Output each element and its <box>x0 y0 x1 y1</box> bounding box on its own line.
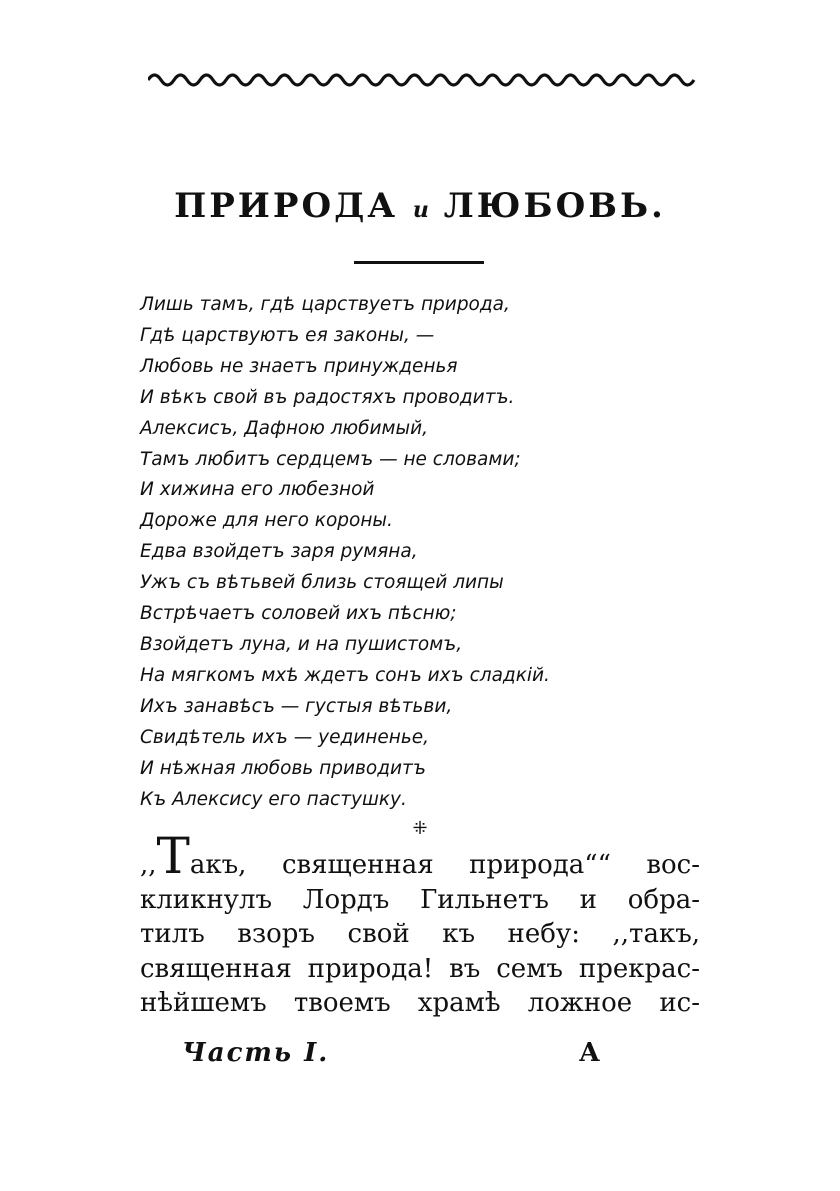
prose-line: нѣйшемъ твоемъ храмѣ ложное ис- <box>140 988 700 1018</box>
poem-line: Лишь тамъ, гдѣ царствуетъ природа, <box>140 294 510 315</box>
poem-line: И вѣкъ свой въ радостяхъ проводитъ. <box>140 386 515 408</box>
prose-line <box>140 827 700 885</box>
title-underline-rule <box>354 261 484 264</box>
poem-line: Любовь не знаетъ принужденья <box>140 355 458 377</box>
poem-line: Алексисъ, Дафною любимый, <box>140 417 429 439</box>
poem-line: Ихъ занавѣсъ — густыя вѣтьви, <box>140 695 453 717</box>
poem-line: Взойдетъ луна, и на пушистомъ, <box>140 633 463 655</box>
poem-line: И хижина его любезной <box>140 479 375 501</box>
poem-line: Гдѣ царствуютъ ея законы, — <box>140 324 435 346</box>
drop-cap: Т <box>156 827 190 885</box>
page-title <box>0 186 840 226</box>
poem-line: Ужъ съ вѣтьвей близь стоящей липы <box>140 572 504 594</box>
part-label: Часть I. <box>182 1038 330 1068</box>
title-conjunction: и <box>412 197 429 223</box>
prose-line: тилъ взоръ свой къ небу: ,,такъ, <box>140 919 700 949</box>
poem-line: И нѣжная любовь приводитъ <box>140 757 426 779</box>
ornamental-wave-rule <box>148 66 696 92</box>
prose-line-1-rest: акъ, священная природа““ вос- <box>189 850 700 880</box>
poem-line: Едва взойдетъ заря румяна, <box>140 541 418 563</box>
section-separator: ⁜ <box>412 818 428 839</box>
prose-line: кликнулъ Лордъ Гильнетъ и обра- <box>140 884 700 915</box>
poem-line: Дороже для него короны. <box>140 510 393 532</box>
poem-block <box>140 290 700 815</box>
opening-quote: ,, <box>140 850 157 880</box>
poem-line: Встрѣчаетъ соловей ихъ пѣсню; <box>140 603 457 625</box>
page-footer <box>182 1038 600 1078</box>
poem-line: На мягкомъ мхѣ ждетъ сонъ ихъ сладкій. <box>140 664 550 686</box>
signature-mark: А <box>578 1038 600 1068</box>
poem-line: Къ Алексису его пастушку. <box>140 788 407 810</box>
title-part-1: ПРИРОДА <box>174 186 399 226</box>
prose-line: священная природа! въ семъ прекрас- <box>140 953 700 984</box>
poem-line: Тамъ любитъ сердцемъ — не словами; <box>140 448 521 470</box>
title-part-2: ЛЮБОВЬ. <box>443 186 666 226</box>
prose-paragraph <box>140 827 700 1021</box>
poem-line: Свидѣтель ихъ — уединенье, <box>140 726 430 748</box>
